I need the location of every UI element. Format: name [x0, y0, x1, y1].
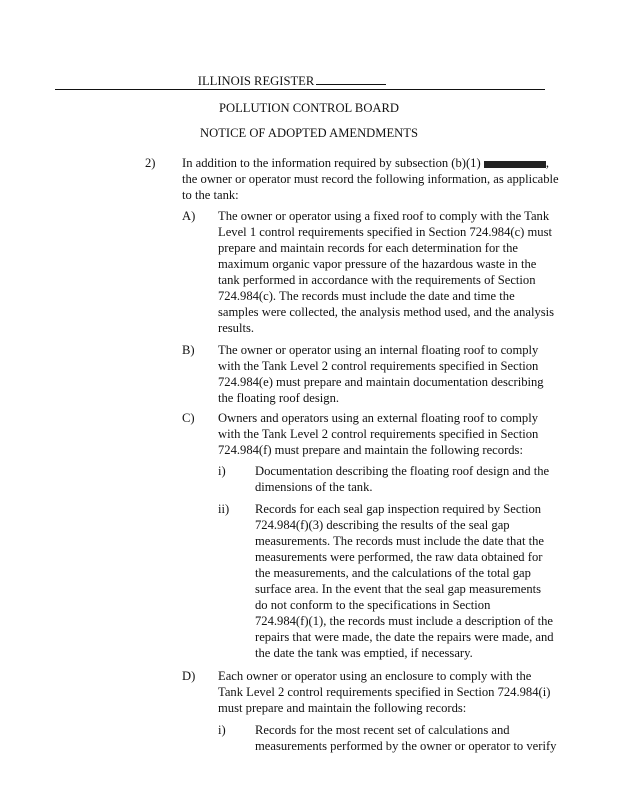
line: 724.984(c). The records must include the date and time the	[218, 289, 515, 303]
item-C-ii-text	[255, 501, 554, 661]
line: The owner or operator using a fixed roof to comply with the Tank	[218, 209, 550, 223]
item-2-text	[182, 155, 559, 203]
line: The owner or operator using an internal floating roof to comply	[218, 343, 539, 357]
line: maximum organic vapor pressure of the hazardous waste in the	[218, 257, 537, 271]
item-C-marker: C)	[182, 411, 195, 425]
item-A-text	[218, 208, 554, 336]
line: Level 1 control requirements specified in Section 724.984(c) must	[218, 225, 552, 239]
item-C-i-text	[255, 463, 549, 495]
line: do not conform to the specifications in Section	[255, 598, 491, 612]
item-D-text	[218, 668, 550, 716]
line: tank performed in accordance with the requirements of Section	[218, 273, 536, 287]
register-header	[55, 74, 545, 90]
line: 724.984(f)(3) describing the results of the seal gap	[255, 518, 510, 532]
line: Owners and operators using an external floating roof to comply	[218, 411, 539, 425]
line: the measurements, and the calculations of the total gap	[255, 566, 531, 580]
line: repairs that were made, the date the repairs were made, and	[255, 630, 554, 644]
line: Records for each seal gap inspection required by Section	[255, 502, 542, 516]
item-B-text	[218, 342, 544, 406]
line: Each owner or operator using an enclosure to comply with the	[218, 669, 532, 683]
line: surface area. In the event that the seal gap measurements	[255, 582, 542, 596]
item-C-ii-marker: ii)	[218, 502, 230, 516]
item-2-marker: 2)	[145, 156, 156, 170]
line: 724.984(f)(1), the records must include a description of the	[255, 614, 553, 628]
line: with the Tank Level 2 control requirements specified in Section	[218, 359, 539, 373]
line: Records for the most recent set of calculations and	[255, 723, 510, 737]
line: the floating roof design.	[218, 391, 340, 405]
notice-title: NOTICE OF ADOPTED AMENDMENTS	[200, 126, 418, 140]
item-D-i-text	[255, 722, 556, 754]
line: dimensions of the tank.	[255, 480, 373, 494]
item-C-i-marker: i)	[218, 464, 226, 478]
line: must prepare and maintain the following records:	[218, 701, 467, 715]
line: measurements performed by the owner or operator to verify	[255, 739, 557, 753]
line: 724.984(f) must prepare and maintain the following records:	[218, 443, 523, 457]
line: with the Tank Level 2 control requirements specified in Section	[218, 427, 539, 441]
line: In addition to the information required by subsection (b)(1)	[182, 156, 481, 170]
line: samples were collected, the analysis method used, and the analysis	[218, 305, 555, 319]
line: 724.984(e) must prepare and maintain documentation describing	[218, 375, 544, 389]
line: Tank Level 2 control requirements specified in Section 724.984(i)	[218, 685, 551, 699]
line: measurements. The records must include the date that the	[255, 534, 544, 548]
line: results.	[218, 321, 255, 335]
item-B-marker: B)	[182, 343, 195, 357]
item-A-marker: A)	[182, 209, 196, 223]
board-title: POLLUTION CONTROL BOARD	[218, 101, 400, 115]
line: the owner or operator must record the following information, as applicable	[182, 172, 559, 186]
redaction-mark	[484, 161, 546, 168]
item-C-text	[218, 410, 538, 458]
register-title: ILLINOIS REGISTER	[197, 74, 315, 88]
line-tail: ,	[545, 156, 549, 170]
header-underline	[316, 84, 386, 85]
line: prepare and maintain records for each determination for the	[218, 241, 519, 255]
line: Documentation describing the floating roof design and the	[255, 464, 550, 478]
item-D-marker: D)	[182, 669, 196, 683]
line: to the tank:	[182, 188, 239, 202]
item-D-i-marker: i)	[218, 723, 226, 737]
line: measurements were performed, the raw data obtained for	[255, 550, 543, 564]
line: the date the tank was emptied, if necessary.	[255, 646, 473, 660]
